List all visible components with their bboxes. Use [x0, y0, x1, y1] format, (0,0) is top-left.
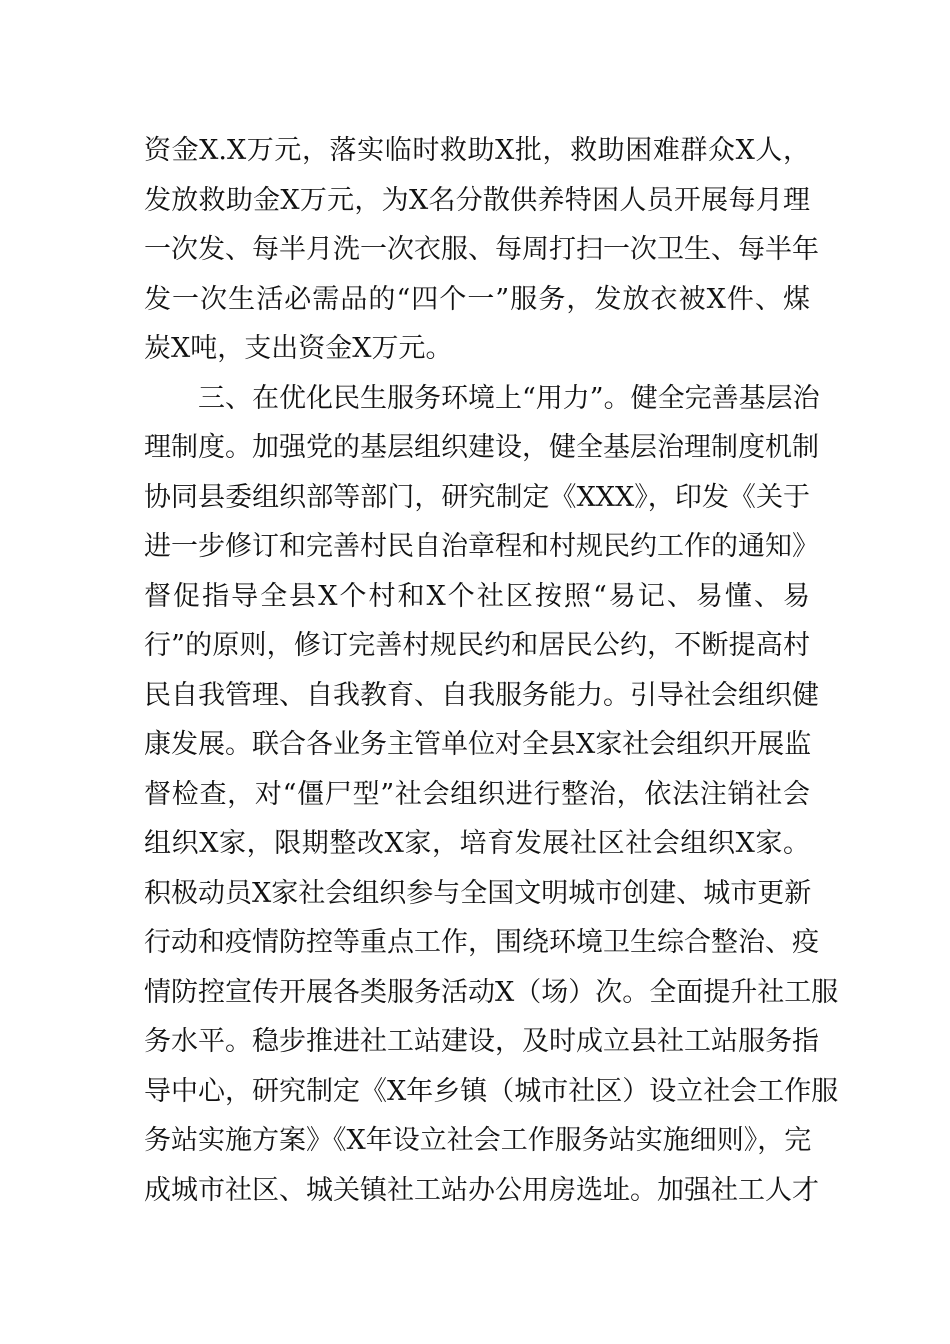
text-line: 协同县委组织部等部门，研究制定《XXX》，印发《关于	[144, 481, 810, 513]
text-line: 务水平。稳步推进社工站建设，及时成立县社工站服务指	[144, 1026, 819, 1057]
text-line: 一次发、每半月洗一次衣服、每周打扫一次卫生、每半年	[144, 234, 819, 265]
text-line: 炭X吨，支出资金X万元。	[144, 333, 453, 364]
text-line: 导中心，研究制定《X年乡镇（城市社区）设立社会工作服	[144, 1075, 839, 1107]
text-line: 督检查，对“僵尸型”社会组织进行整治，依法注销社会	[144, 778, 810, 810]
text-line: 组织X家，限期整改X家，培育发展社区社会组织X家。	[144, 828, 810, 859]
text-line: 务站实施方案》《X年设立社会工作服务站实施细则》，完	[144, 1125, 812, 1156]
text-line: 行动和疫情防控等重点工作，围绕环境卫生综合整治、疫	[144, 927, 819, 958]
paragraph-service-environment	[144, 374, 839, 1216]
text-line: 资金X.X万元，落实临时救助X批，救助困难群众X人，	[144, 135, 810, 166]
text-line: 行”的原则，修订完善村规民约和居民公约，不断提高村	[144, 630, 810, 661]
text-line: 发一次生活必需品的“四个一”服务，发放衣被X件、煤	[144, 283, 810, 315]
text-line: 进一步修订和完善村民自治章程和村规民约工作的通知》	[144, 531, 819, 562]
text-line: 督促指导全县X个村和X个社区按照“易记、易懂、易	[144, 580, 810, 612]
text-line: 理制度。加强党的基层组织建设，健全基层治理制度机制	[144, 432, 819, 463]
paragraph-relief-funds	[144, 126, 819, 374]
text-line: 成城市社区、城关镇社工站办公用房选址。加强社工人才	[144, 1174, 819, 1206]
text-line: 积极动员X家社会组织参与全国文明城市创建、城市更新	[144, 877, 812, 909]
text-line: 发放救助金X万元，为X名分散供养特困人员开展每月理	[144, 184, 810, 216]
section-heading-line: 三、在优化民生服务环境上“用力”。健全完善基层治	[198, 382, 820, 414]
body-text	[144, 126, 839, 1215]
text-line: 康发展。联合各业务主管单位对全县X家社会组织开展监	[144, 729, 812, 760]
text-line: 情防控宣传开展各类服务活动X（场）次。全面提升社工服	[144, 976, 839, 1008]
text-line: 民自我管理、自我教育、自我服务能力。引导社会组织健	[144, 679, 819, 711]
